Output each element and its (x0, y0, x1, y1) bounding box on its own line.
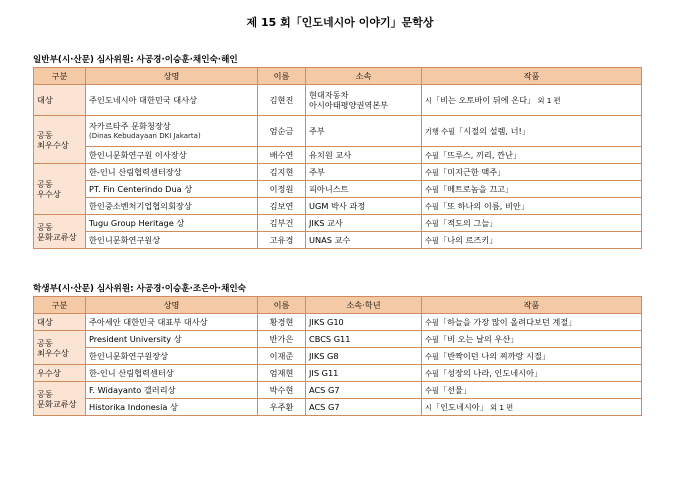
winner-name: 엄순금 (258, 116, 306, 147)
table-row (34, 314, 642, 331)
winner-name: 고유경 (258, 232, 306, 249)
table-row (34, 348, 642, 365)
work-title: 「인도네시아」 (431, 401, 488, 412)
header-affiliation: 소속 (306, 68, 422, 85)
affiliation-cell (306, 164, 422, 181)
award-name: 한인니문화연구원장상 (89, 351, 169, 361)
award-name: F. Widayanto 갤러리상 (89, 385, 176, 395)
category-label: 문화교류상 (37, 398, 77, 409)
header-name: 이름 (258, 68, 306, 85)
award-cell (86, 181, 258, 198)
category-label: 대상 (37, 317, 53, 327)
award-cell (86, 365, 258, 382)
award-cell (86, 215, 258, 232)
category-label: 공동 (37, 179, 53, 189)
affiliation-text: CBCS G11 (309, 334, 351, 344)
table-row (34, 116, 642, 147)
page-title: 제 15 회「인도네시아 이야기」문학상 (246, 16, 434, 29)
award-name: 한인중소벤처기업협의회장상 (89, 201, 192, 211)
affiliation-text: ACS G7 (309, 385, 340, 395)
header-affiliation: 소속·학년 (306, 297, 422, 314)
category-label: 공동 (37, 388, 53, 399)
header-category: 구분 (34, 297, 86, 314)
table-row (34, 164, 642, 181)
affiliation-cell (306, 147, 422, 164)
work-cell (422, 314, 642, 331)
work-cell (422, 181, 642, 198)
affiliation-text: 현대자동차 (309, 90, 349, 100)
winner-name: 김현진 (258, 85, 306, 116)
work-title: 「나의 르즈키」 (438, 234, 498, 245)
work-genre: 수필 (425, 150, 439, 160)
work-title: 「뜨루스, 끼리, 깐난」 (438, 149, 522, 160)
affiliation-cell (306, 314, 422, 331)
award-name: Tugu Group Heritage 상 (89, 218, 185, 228)
affiliation-cell (306, 399, 422, 416)
award-subtitle: (Dinas Kebudayaan DKI Jakarta) (89, 132, 201, 140)
affiliation-cell (306, 232, 422, 249)
affiliation-text: 피아니스트 (309, 184, 349, 194)
work-genre: 수필 (425, 317, 439, 327)
work-genre: 수필 (425, 184, 439, 194)
award-cell (86, 85, 258, 116)
work-cell (422, 382, 642, 399)
category-label: 문화교류상 (37, 231, 77, 242)
affiliation-cell (306, 331, 422, 348)
affiliation-text: JIKS G10 (309, 317, 344, 327)
affiliation-text: JIS G11 (309, 368, 339, 378)
affiliation-text: 아시아태평양권역본부 (309, 100, 389, 110)
work-cell (422, 147, 642, 164)
category-cell (34, 164, 86, 215)
work-title: 「선물」 (438, 384, 472, 395)
affiliation-cell (306, 181, 422, 198)
category-cell (34, 382, 86, 416)
table-row (34, 181, 642, 198)
winner-name: 이재준 (258, 348, 306, 365)
category-cell (34, 314, 86, 331)
affiliation-text: ACS G7 (309, 402, 340, 412)
work-genre: 수필 (425, 385, 439, 395)
award-cell (86, 314, 258, 331)
category-cell (34, 365, 86, 382)
table-row (34, 85, 642, 116)
work-title: 「시절의 설렘, 너!」 (455, 125, 530, 136)
award-cell (86, 116, 258, 147)
affiliation-cell (306, 198, 422, 215)
work-cell (422, 399, 642, 416)
work-genre: 기행 수필 (425, 126, 456, 136)
general-section-heading: 일반부(시·산문) 심사위원: 사공경·이승훈·채인숙·해인 (33, 55, 238, 65)
table-row (34, 382, 642, 399)
category-cell (34, 331, 86, 365)
work-extra: 외 1 편 (487, 402, 514, 412)
work-title: 「미지근한 맥주」 (438, 166, 506, 177)
work-genre: 수필 (425, 167, 439, 177)
category-label: 공동 (37, 129, 53, 140)
header-work: 작품 (422, 68, 642, 85)
table-row (34, 365, 642, 382)
category-label: 최우수상 (37, 347, 69, 358)
work-genre: 수필 (425, 351, 439, 361)
category-cell (34, 215, 86, 249)
work-title: 「하늘을 가장 많이 올려다보던 계절」 (438, 316, 577, 327)
work-cell (422, 116, 642, 147)
header-work: 작품 (422, 297, 642, 314)
award-cell (86, 164, 258, 181)
affiliation-text: UNAS 교수 (309, 235, 351, 245)
student-awards-table (33, 296, 642, 416)
award-name: Historika Indonesia 상 (89, 402, 178, 412)
category-label: 공동 (37, 337, 53, 348)
award-cell (86, 232, 258, 249)
work-title: 「성장의 나라, 인도네시아」 (438, 367, 543, 378)
affiliation-cell (306, 382, 422, 399)
award-cell (86, 348, 258, 365)
header-award: 상명 (86, 297, 258, 314)
affiliation-text: JIKS 교사 (309, 218, 343, 228)
work-title: 「또 하나의 이름, 비안」 (438, 200, 529, 211)
affiliation-text: 주부 (309, 167, 325, 177)
header-award: 상명 (86, 68, 258, 85)
work-cell (422, 232, 642, 249)
award-name: 자카르타주 문화청장상 (89, 121, 171, 131)
header-name: 이름 (258, 297, 306, 314)
student-section-heading: 학생부(시·산문) 심사위원: 사공경·이승훈·조은아·채인숙 (33, 284, 246, 294)
work-genre: 수필 (425, 334, 439, 344)
work-extra: 외 1 편 (535, 95, 561, 105)
work-genre: 시 (425, 402, 432, 412)
work-genre: 수필 (425, 201, 439, 211)
award-cell (86, 382, 258, 399)
winner-name: 배수연 (258, 147, 306, 164)
winner-name: 김부건 (258, 215, 306, 232)
table-row (34, 331, 642, 348)
category-label: 공동 (37, 221, 53, 232)
award-name: PT. Fin Centerindo Dua 상 (89, 184, 193, 194)
work-title: 「적도의 그늘」 (438, 217, 498, 228)
work-genre: 수필 (425, 235, 439, 245)
affiliation-text: UGM 박사 과정 (309, 201, 366, 211)
award-name: 한인니문화연구원 이사장상 (89, 150, 187, 160)
category-cell (34, 85, 86, 116)
affiliation-cell (306, 85, 422, 116)
award-cell (86, 399, 258, 416)
work-genre: 시 (425, 95, 432, 105)
winner-name: 이정원 (258, 181, 306, 198)
category-label: 우수상 (37, 189, 61, 199)
award-name: 주인도네시아 대한민국 대사상 (89, 95, 198, 105)
affiliation-cell (306, 365, 422, 382)
table-row (34, 198, 642, 215)
award-name: 한인니문화연구원상 (89, 235, 161, 245)
category-label: 우수상 (37, 368, 61, 378)
work-cell (422, 365, 642, 382)
winner-name: 박수현 (258, 382, 306, 399)
work-cell (422, 215, 642, 232)
award-cell (86, 147, 258, 164)
table-row (34, 232, 642, 249)
table-row (34, 399, 642, 416)
winner-name: 김보연 (258, 198, 306, 215)
affiliation-cell (306, 116, 422, 147)
work-genre: 수필 (425, 218, 439, 228)
affiliation-text: JIKS G8 (309, 351, 339, 361)
work-title: 「메트로놈을 끄고」 (438, 183, 514, 194)
work-title: 「반짝이던 나의 찌까랑 시절」 (438, 350, 551, 361)
work-title: 「비 오는 날의 우산」 (438, 333, 519, 344)
award-name: President University 상 (89, 334, 182, 344)
award-name: 한-인니 산림협력센터장상 (89, 167, 182, 177)
category-cell (34, 116, 86, 164)
category-label: 대상 (37, 95, 53, 105)
category-label: 최우수상 (37, 139, 69, 150)
header-category: 구분 (34, 68, 86, 85)
award-cell (86, 331, 258, 348)
table-header-row (34, 297, 642, 314)
work-title: 「비는 오토바이 뒤에 온다」 (431, 94, 536, 105)
winner-name: 반가은 (258, 331, 306, 348)
work-genre: 수필 (425, 368, 439, 378)
work-cell (422, 331, 642, 348)
affiliation-text: 유치원 교사 (309, 150, 352, 160)
winner-name: 김지현 (258, 164, 306, 181)
table-header-row (34, 68, 642, 85)
winner-name: 우주환 (258, 399, 306, 416)
table-row (34, 147, 642, 164)
table-row (34, 215, 642, 232)
winner-name: 황경현 (258, 314, 306, 331)
winner-name: 엄재현 (258, 365, 306, 382)
award-cell (86, 198, 258, 215)
award-name: 한-인니 산림협력센터상 (89, 368, 174, 378)
work-cell (422, 85, 642, 116)
work-cell (422, 164, 642, 181)
affiliation-cell (306, 348, 422, 365)
award-name: 주아세안 대한민국 대표부 대사상 (89, 317, 208, 327)
general-awards-table (33, 67, 642, 249)
affiliation-cell (306, 215, 422, 232)
work-cell (422, 198, 642, 215)
affiliation-text: 주부 (309, 126, 325, 136)
work-cell (422, 348, 642, 365)
